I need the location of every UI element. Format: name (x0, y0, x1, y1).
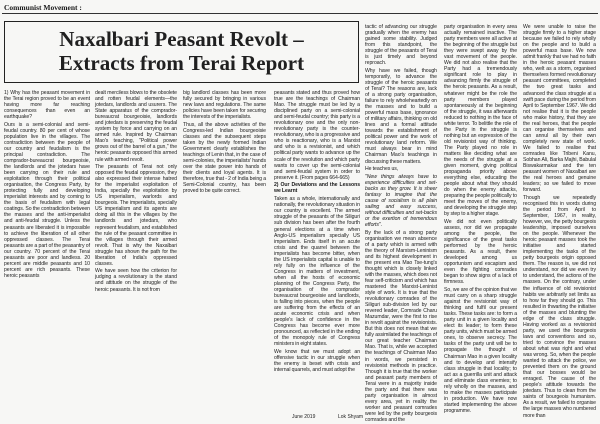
footer-date: June 2019 (292, 414, 316, 420)
text-column-2 (95, 90, 177, 412)
paragraph: By the lack of a strong party organisation we mean absence of a party which is armed with the theory of Marxism-Leninism and its highest development in the present era Mao Tse-tung's thought which is closely linked with the masses, which does not fear self-criticism and which has mastered the Marxist-Leninist style of work. It is true that the revolutionary comrades of the Siliguri sub-division led by our revered leader, Comrade Charu Mazumdar, were the first to rise in revolt against the revisionists. But this does not mean that we fully assimilated the teachings of our great teacher Chairman Mao. That is, while we accepted the teachings of Chairman Mao in words, we persisted in revisionist methods in practice. Though it is true that the worker and peasant party members of Terai were in a majority inside the party and that there was party organisation in almost every area, yet in reality the worker and peasant comrades were led by the petty bourgeois comrades and the (365, 229, 437, 423)
paragraph: Taken as a whole, internationally and nationally, the revolutionary situation in our country is excellent. The armed struggle of the peasants of the Siliguri sub division has been after the fourth general elections at a time when Anglo-US imperialism specially US imperialism. Ends itself in an acute crisis and the quarrel between the imperialists has become bitter, when the US imperialists capital is unable to rely fully on the influence of the Congress in matters of investment, when all the hosts of economic planning of the Congress Party, the organisation of the comprador bureaucrat bourgeoisie and landlords, is falling into pieces, when the people are suffering from the effects of an acute economic crisis and when people's lack of confidence in the Congress has become ever more pronounced, as reflected in the ending of the monopoly rule of Congress ministers in eight states. (274, 196, 360, 348)
section-header: Communist Movement : (4, 3, 82, 12)
paragraph: tactic of advancing our struggle gradually when the enemy has gained some stability. Judged from this standpoint, the struggle of the peasants of Terai is just timely and beyond reproach. (365, 24, 437, 67)
paragraph: Though we repeatedly recognised this in words during the period from April to September, 1967, in reality, however, we, the petty bourgeois leadership, imposed ourselves on the people. Whenever the heroic peasant masses took the initiative and started implementing the tasks of the petty bourgeois origin opposed them. The reason is, we did not understand, nor did we even try to understand, the actions of the masses. On the contrary, under the influence of old revisionist habits we arbitrarily set limits as to how far they should go. This resulted in thwarting the initiative of the masses and blunting the edge of the class struggle. Having worked as a revisionist party, we used the bourgeois laws and conventions and so, tried to convince the masses about what was right and what was wrong. So, when the people wanted to attack the police, we prevented them on the ground that our bosses would be enraged. The cause of the people's attitude towards the jotedars. Thus to clean from the saints of bourgeois humanism. As a result, we failed to organise the large masses who numbered more than (523, 194, 596, 419)
paragraph: dealt merciless blows to the obsolete and rotten feudal elements—the jotedars, landlords and usurers. The State apparatus of the comprador-bureaucrat bourgeoisie, landlords and jotedars is preserving the feudal system by force and carrying on an armed rule. Inspired by Chairman Mao's teaching, "Political power grows out of the barrel of a gun," the heroic peasants opposed this armed rule with armed revolt. (95, 90, 177, 163)
article-title-line-2: Extracts from Terai Report (58, 51, 305, 75)
text-column-4 (274, 90, 360, 412)
text-column-6 (444, 24, 596, 419)
article-title-box (4, 21, 359, 83)
paragraph: party organisation in every area actually remained inactive. The party members were all active at the beginning of the struggle but they were swept away by the vast movement of the people. We did not also realise that the Party had a tremendously significant role to play in advancing firmly the struggle of the heroic peasants. As a result, whatever might be the role the party members played spontaneously at the beginning of the struggle, it was afterwards reduced to nothing in the face of white terror. To belittle the role of the Party in the struggle is nothing but an expression of the old revisionist way of thinking. The Party played no role in matters like deciding what are the needs of the struggle at a given moment, giving political propaganda priority above everything else, educating the people about what they should do when the enemy attacks, preparing the people politically to meet the moves of the enemy, and developing the struggle step by step to a higher stage. (444, 24, 517, 218)
paragraph: He teaches us, (365, 166, 399, 173)
paragraph: big landlord classes has been more fully secured by bringing in various new laws and regulations. The same policies have been taken for securing the interests of the imperialists. (183, 90, 266, 121)
paragraph: Thus, all the above activities of the Congress-led Indian bourgeoisie classes and the subsequent steps taken by the newly formed Indian Government clearly establishes the teachings of Lenin that, in the case of semi-colonies, the imperialists' hands over the state power into hands of their clients and loyal agents. It is therefore, true that - 2 of India being a Semi-Colonial country, has been proved to be quite correct. (183, 121, 266, 195)
text-column-5 (365, 24, 437, 423)
footer-publication: Lok Shyam (338, 414, 364, 420)
section-heading: 2) Our Deviations and the Lessons we Learnt (274, 182, 360, 195)
paragraph: We did not even politically assess, nor did we propagate among the people, the significance of the great tasks performed by the heroic peasants. As a result, there developed among us opportunism and escapism and even the fighting comrades began to show signs of a lack of firmness. (444, 219, 517, 286)
paragraph: peasants stated and thus proved how true are the teachings of Chairman Mao. The struggle must be led by a disciplined party on a semi-colonial and semi-feudal country; this party is a revolutionary one and the only non-revolutionary party is the counter-revolutionary, who is a progressive and who is reactionary, who is a Marxist and who is a revisionist, and which political party wants to advance up the scale of the revolution and which party wants to cover up the semi-colonial and semi-feudal system in order to preserve it. (From pages 664-665) (274, 90, 360, 181)
paragraph: So, we are of the opinion that we must carry on a sharp struggle against the revisionist way of thinking and fulfil our present tasks. These tasks are: to form a party unit in a given locality and elect its leader; to form these party units, which must be armed ones, to observe secrecy. The tasks of the party unit will be to propagate the thought of Chairman Mao in a given locality and to develop and intensify class struggle in that locality; to act as a guerrilla unit and attack and eliminate class enemies; to rely wholly on the masses, and to make the masses participate in production. We have now started implementing the above programme. (444, 287, 517, 414)
paragraph: We have seen how the criterion for judging a revolutionary is the stand and attitude on the struggle of the heroic peasants. It is not from (95, 268, 177, 293)
paragraph: We know that we must adopt an offensive tactic in our struggle when the enemy is beset with crisis and internal quarrels, and must adopt the (274, 348, 360, 374)
header-rule (2, 13, 598, 14)
text-column-1 (4, 90, 90, 412)
paragraph: We were unable to raise the struggle firmly to a higher stage because we failed to rely wholly on the people and to build a powerful mass base. We now admit frankly that we had no faith in the heroic peasant masses who, welt as a storm, organised themselves formed revolutionary peasant committees, completed the two great tasks and advanced the class struggle at a swift pace during the period from April to September 1967. We did not realise that it is the people who make history, that they are the real heroes, that the people can organise themselves and can annul all by their own completely new state of work. We failed to realise that comrades like Tribeni Kanu, Sobhan Ali, Barka Majhi, Babulal Biswakarmakar and the ten peasant women of Naxalbari are the real heroes and genuine leaders; so we failed to move forward. (523, 24, 596, 194)
paragraph: Why have we failed, though temporarily, to advance the struggle of the heroic peasants of Terai? The reasons are, lack of a strong party organisation, failure to rely wholeheartedly on the masses and to build a powerful mass base, ignorance of military affairs, thinking on old lines and a formal attitude towards the establishment of political power and the work of revolutionary land reform. We must always bear in mind Chairman Mao's teachings in discussing these matters. (365, 67, 437, 165)
text-subcolumn-left (444, 24, 517, 412)
article-title-line-1: Naxalbari Peasant Revolt – (59, 27, 304, 51)
text-subcolumn-right (523, 24, 596, 419)
quote-paragraph: "New things always have to experience difficulties and set-backs as they grow. It is sheer fantasy to imagine that the cause of socialism is all plain sailing and easy success, without difficulties and set-backs or the exertion of tremendous efforts". (365, 173, 437, 228)
paragraph: The peasants of Terai not only opposed the feudal oppression, they also expressed their intense hatred for the imperialist exploitation of India, specially the exploitation by US imperialism, warlords and bourgeois. The imperialists, specially US imperialism and its agents are doing all this in the villages by the landlords and jotedars, who represent feudalism, and established the rule of the peasant committee in the villages through their armed revolt. That is why the Naxalbari struggle has shown the path for the liberation of India's oppressed classes. (95, 164, 177, 267)
paragraph: 1) Why has the peasant movement in the Terai region proved to be an event having more far reaching consequences than even an earthquake? (4, 90, 90, 121)
text-column-3 (183, 90, 266, 412)
paragraph: Ours is a semi-colonial and semi-feudal country. 80 per cent of whose population live in the villages. The contradiction between the people of our country and feudalism is the principal contradiction. The comprador-bureaucrat bourgeoisie, the landlords and the jotedars have been carrying on their rule and exploitation through their political organisation, the Congress Party, by protecting fully and developing imperialist interests and by coming to the basis of feudalism with legal coatings. So the contradiction between the masses and the anti-imperialist and anti-feudal struggle. Unless the peasants are liberated it is impossible to achieve the liberation of all other oppressed classes. The Terai peasants are a part of the peasantry of our country. 70 percent of the Terai peasants are poor and landless. 20 percent are middle peasants and 10 percent are rich peasants. These heroic peasants (4, 121, 90, 279)
